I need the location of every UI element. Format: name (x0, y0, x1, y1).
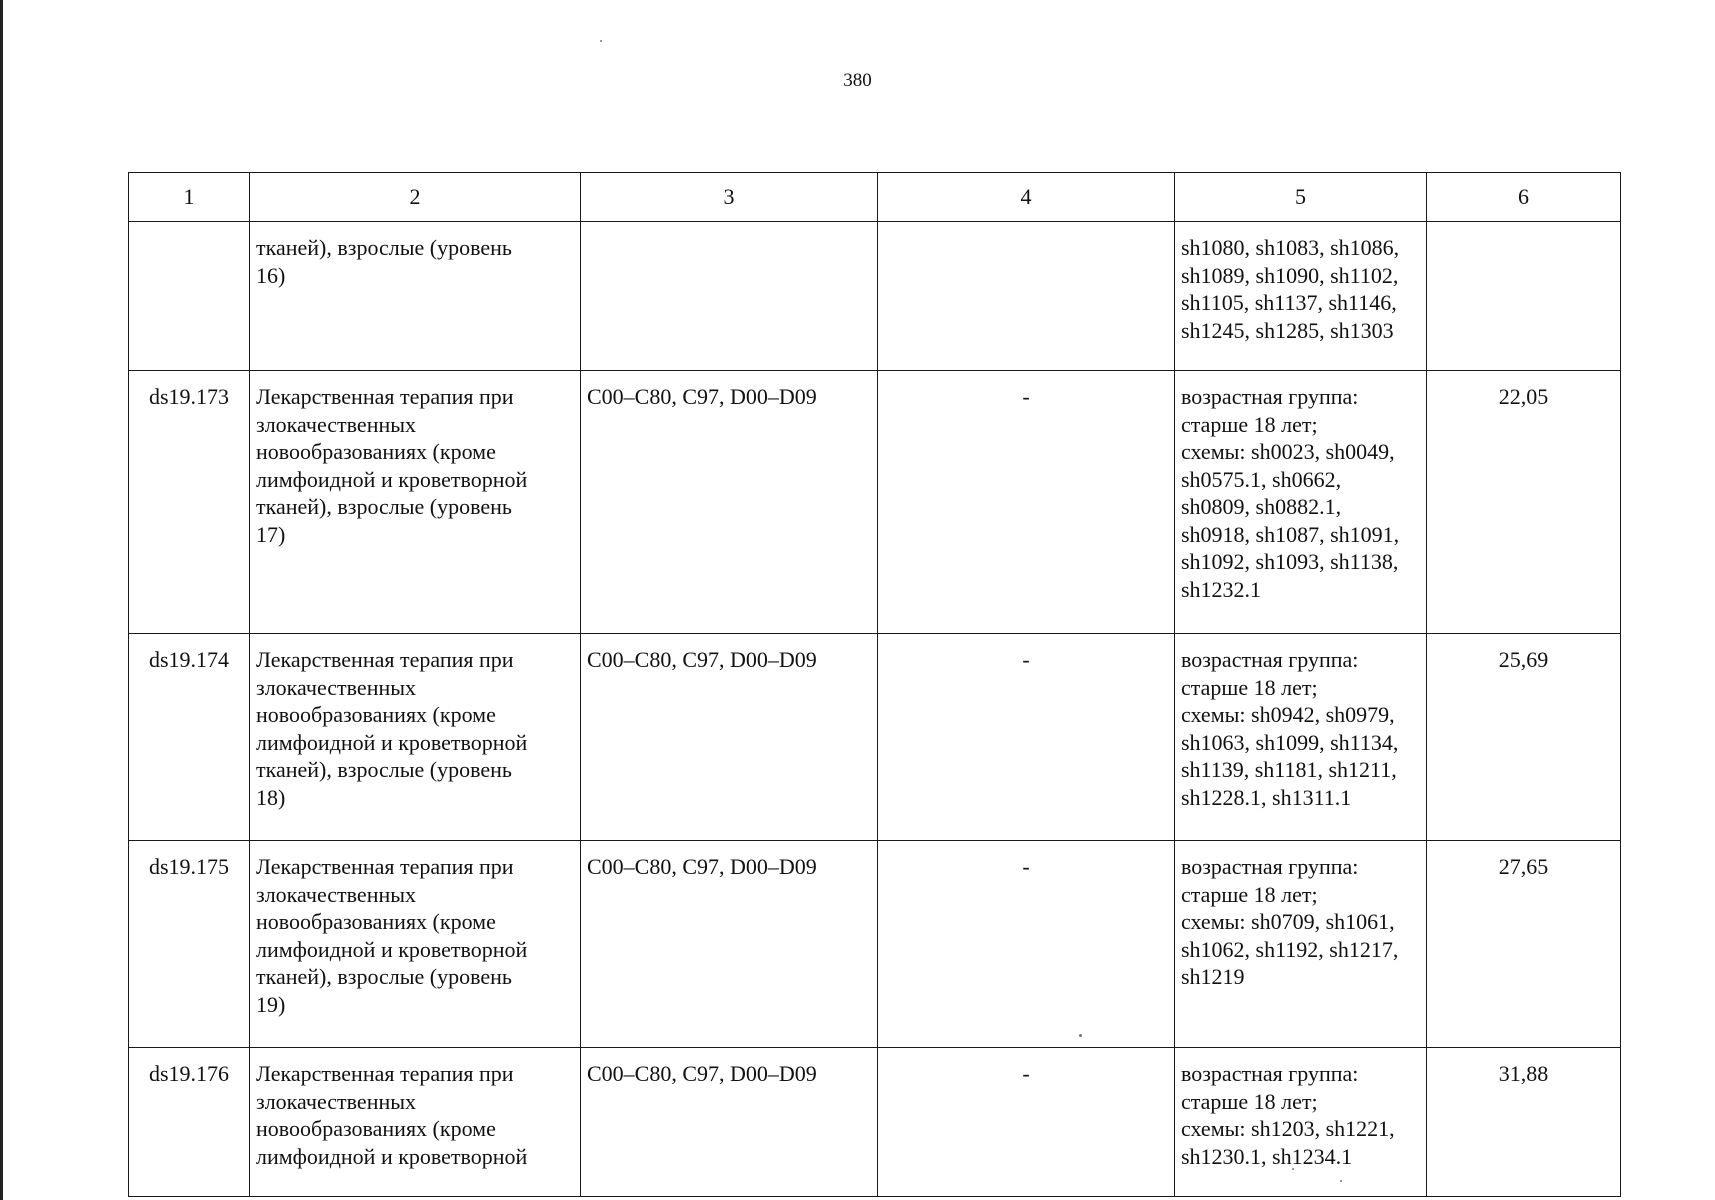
column-4-cell: - (878, 634, 1175, 841)
criteria-line: схемы: sh0709, sh1061, (1181, 909, 1395, 934)
criteria-line: sh1232.1 (1181, 576, 1262, 602)
name-line: лимфоидной и кроветворной (256, 466, 528, 492)
criteria-line: возрастная группа: (1181, 854, 1359, 879)
table-row (129, 841, 1621, 1048)
criteria-line: возрастная группа: (1181, 384, 1359, 409)
criteria-line: sh1080, sh1083, sh1086, (1181, 235, 1400, 260)
criteria-line: sh1245, sh1285, sh1303 (1181, 317, 1394, 343)
criteria-line: sh1230.1, sh1234.1 (1181, 1143, 1353, 1169)
criteria-line: sh1062, sh1192, sh1217, (1181, 936, 1399, 962)
coefficient-cell: 27,65 (1427, 841, 1621, 1048)
coefficient-cell (1427, 222, 1621, 371)
name-line: лимфоидной и кроветворной (256, 1143, 528, 1169)
scan-speck (1079, 1034, 1082, 1037)
code-cell: ds19.175 (129, 841, 250, 1048)
header-cell-1: 1 (129, 173, 250, 222)
criteria-line: sh0575.1, sh0662, (1181, 466, 1342, 492)
table-row (129, 1048, 1621, 1197)
table-row (129, 222, 1621, 371)
name-cell (250, 634, 581, 841)
criteria-line: sh0918, sh1087, sh1091, (1181, 521, 1400, 547)
name-cell (250, 222, 581, 371)
name-line: 17) (256, 521, 286, 547)
name-line: тканей), взрослые (уровень (256, 235, 512, 260)
criteria-cell (1175, 1048, 1427, 1197)
criteria-cell (1175, 222, 1427, 371)
column-4-cell: - (878, 1048, 1175, 1197)
coefficient-cell: 22,05 (1427, 371, 1621, 634)
criteria-line: схемы: sh1203, sh1221, (1181, 1116, 1395, 1141)
page-scan-edge (0, 0, 3, 1200)
name-line: новообразованиях (кроме (256, 702, 496, 727)
header-cell-2: 2 (250, 173, 581, 222)
code-cell: ds19.173 (129, 371, 250, 634)
coefficient-cell: 31,88 (1427, 1048, 1621, 1197)
criteria-line: sh1105, sh1137, sh1146, (1181, 290, 1397, 315)
criteria-line: sh0809, sh0882.1, (1181, 494, 1342, 519)
criteria-line: возрастная группа: (1181, 1061, 1359, 1086)
criteria-line: старше 18 лет; (1181, 674, 1318, 700)
criteria-cell (1175, 371, 1427, 634)
criteria-line: sh1228.1, sh1311.1 (1181, 784, 1352, 810)
header-cell-4: 4 (878, 173, 1175, 222)
diagnoses-cell: C00–C80, C97, D00–D09 (581, 634, 878, 841)
code-cell: ds19.176 (129, 1048, 250, 1197)
name-line: тканей), взрослые (уровень (256, 494, 512, 519)
header-cell-5: 5 (1175, 173, 1427, 222)
criteria-line: схемы: sh0023, sh0049, (1181, 439, 1395, 464)
name-cell (250, 1048, 581, 1197)
column-4-cell: - (878, 371, 1175, 634)
name-line: злокачественных (256, 674, 417, 700)
diagnoses-cell (581, 222, 878, 371)
name-line: 16) (256, 262, 286, 288)
name-line: Лекарственная терапия при (256, 1061, 514, 1086)
criteria-line: старше 18 лет; (1181, 411, 1318, 437)
column-4-cell: - (878, 841, 1175, 1048)
table-row (129, 634, 1621, 841)
name-line: тканей), взрослые (уровень (256, 964, 512, 989)
header-cell-6: 6 (1427, 173, 1621, 222)
criteria-line: sh1092, sh1093, sh1138, (1181, 549, 1399, 574)
diagnoses-cell: C00–C80, C97, D00–D09 (581, 1048, 878, 1197)
scan-speck (1340, 1180, 1342, 1182)
name-line: лимфоидной и кроветворной (256, 729, 528, 755)
criteria-line: старше 18 лет; (1181, 881, 1318, 907)
name-line: новообразованиях (кроме (256, 909, 496, 934)
name-line: тканей), взрослые (уровень (256, 757, 512, 782)
tariff-table (128, 172, 1621, 1197)
name-line: 19) (256, 991, 286, 1017)
name-line: злокачественных (256, 881, 417, 907)
diagnoses-cell: C00–C80, C97, D00–D09 (581, 841, 878, 1048)
criteria-line: возрастная группа: (1181, 647, 1359, 672)
criteria-line: sh1139, sh1181, sh1211, (1181, 757, 1397, 782)
name-line: злокачественных (256, 1088, 417, 1114)
table-header-row (129, 173, 1621, 222)
coefficient-cell: 25,69 (1427, 634, 1621, 841)
name-line: Лекарственная терапия при (256, 854, 514, 879)
criteria-line: старше 18 лет; (1181, 1088, 1318, 1114)
column-4-cell (878, 222, 1175, 371)
criteria-line: sh1063, sh1099, sh1134, (1181, 729, 1399, 755)
name-line: Лекарственная терапия при (256, 647, 514, 672)
name-line: лимфоидной и кроветворной (256, 936, 528, 962)
name-cell (250, 371, 581, 634)
name-line: злокачественных (256, 411, 417, 437)
scan-speck (1292, 1168, 1294, 1170)
criteria-line: sh1089, sh1090, sh1102, (1181, 262, 1399, 288)
scan-speck (600, 40, 602, 42)
header-cell-3: 3 (581, 173, 878, 222)
page-number: 380 (843, 70, 872, 91)
criteria-line: sh1219 (1181, 964, 1245, 989)
name-line: Лекарственная терапия при (256, 384, 514, 409)
criteria-cell (1175, 841, 1427, 1048)
diagnoses-cell: C00–C80, C97, D00–D09 (581, 371, 878, 634)
name-line: новообразованиях (кроме (256, 439, 496, 464)
name-cell (250, 841, 581, 1048)
criteria-line: схемы: sh0942, sh0979, (1181, 702, 1395, 727)
table-row (129, 371, 1621, 634)
code-cell: ds19.174 (129, 634, 250, 841)
name-line: новообразованиях (кроме (256, 1116, 496, 1141)
code-cell (129, 222, 250, 371)
name-line: 18) (256, 784, 286, 810)
criteria-cell (1175, 634, 1427, 841)
